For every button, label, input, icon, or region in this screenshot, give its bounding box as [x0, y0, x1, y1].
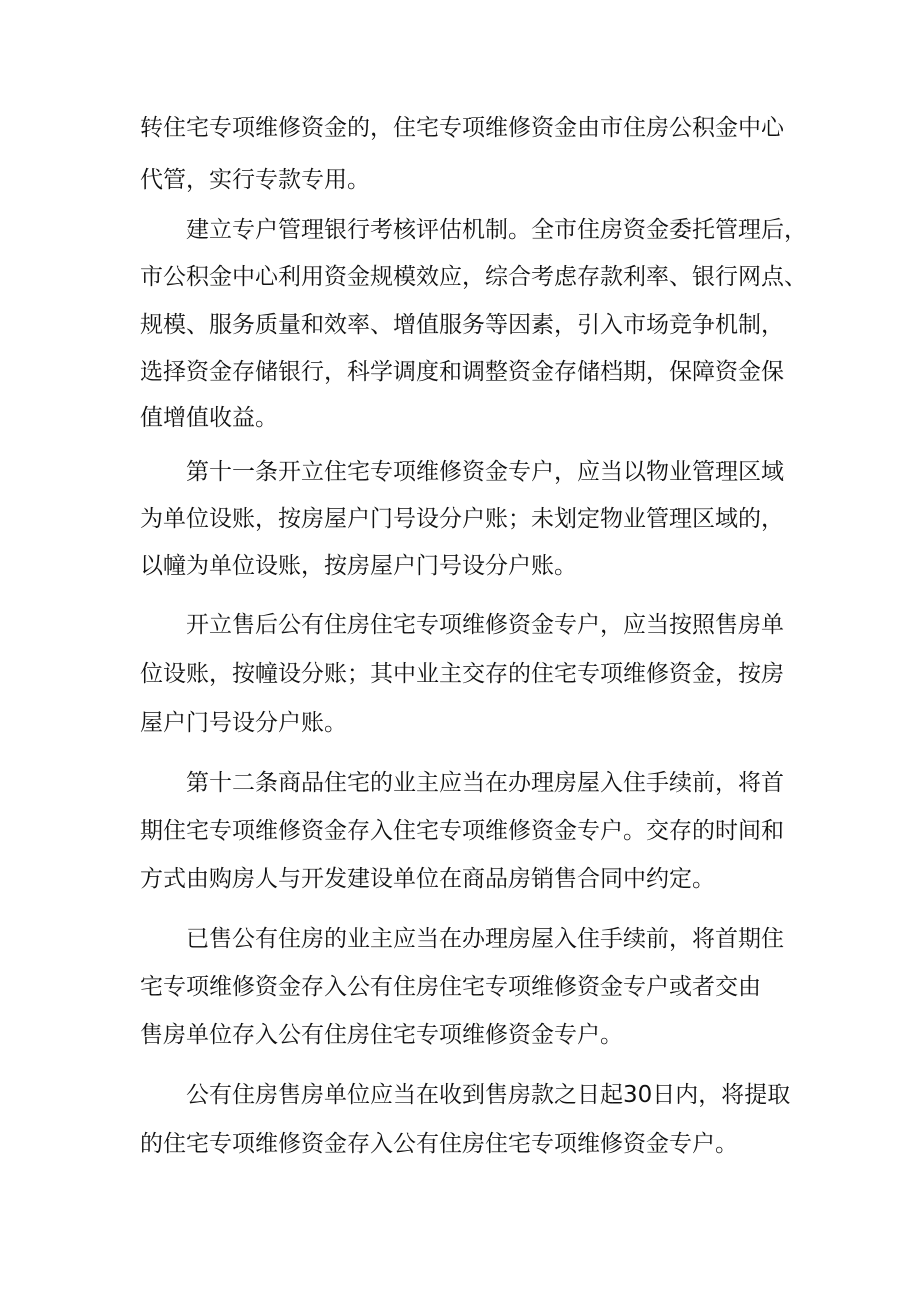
paragraph-2-line-1: 建立专户管理银行考核评估机制。全市住房资金委托管理后，: [186, 217, 807, 243]
paragraph-3-line-3: 以幢为单位设账，按房屋户门号设分户账。: [140, 553, 577, 579]
paragraph-5-line-3: 方式由购房人与开发建设单位在商品房销售合同中约定。: [140, 866, 715, 892]
paragraph-4-line-2: 位设账，按幢设分账；其中业主交存的住宅专项维修资金，按房: [140, 661, 784, 687]
paragraph-6-line-1: 已售公有住房的业主应当在办理房屋入住手续前，将首期住: [186, 926, 784, 952]
paragraph-6-line-3: 售房单位存入公有住房住宅专项维修资金专户。: [140, 1022, 623, 1048]
paragraph-4-line-1: 开立售后公有住房住宅专项维修资金专户，应当按照售房单: [186, 612, 784, 638]
paragraph-6-line-2: 宅专项维修资金存入公有住房住宅专项维修资金专户或者交由: [140, 974, 761, 1000]
paragraph-1-line-1: 转住宅专项维修资金的，住宅专项维修资金由市住房公积金中心: [140, 115, 784, 141]
paragraph-2-line-5: 值增值收益。: [140, 405, 278, 431]
paragraph-5-line-1: 第十二条商品住宅的业主应当在办理房屋入住手续前，将首: [186, 770, 784, 796]
paragraph-7-line-1: 公有住房售房单位应当在收到售房款之日起30日内，将提取: [186, 1082, 791, 1108]
paragraph-2-line-2: 市公积金中心利用资金规模效应，综合考虑存款利率、银行网点、: [140, 264, 807, 290]
paragraph-3-line-1: 第十一条开立住宅专项维修资金专户，应当以物业管理区域: [186, 459, 784, 485]
paragraph-1-line-2: 代管，实行专款专用。: [140, 167, 370, 193]
paragraph-2-line-4: 选择资金存储银行，科学调度和调整资金存储档期，保障资金保: [140, 359, 784, 385]
paragraph-5-line-2: 期住宅专项维修资金存入住宅专项维修资金专户。交存的时间和: [140, 818, 784, 844]
paragraph-3-line-2: 为单位设账，按房屋户门号设分户账；未划定物业管理区域的，: [140, 506, 784, 532]
paragraph-2-line-3: 规模、服务质量和效率、增值服务等因素，引入市场竞争机制，: [140, 312, 784, 338]
paragraph-7-line-2: 的住宅专项维修资金存入公有住房住宅专项维修资金专户。: [140, 1131, 738, 1157]
paragraph-4-line-3: 屋户门号设分户账。: [140, 710, 347, 736]
